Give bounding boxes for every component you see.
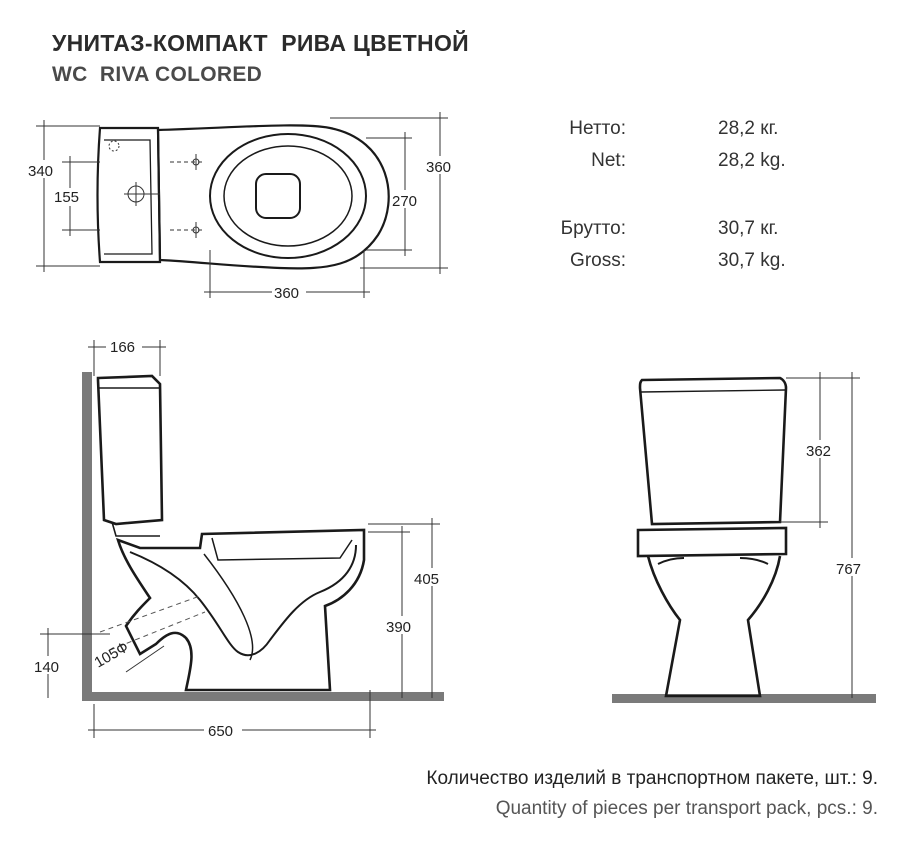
dim-360-right: 360 [426,159,452,176]
dim-105-diameter: 105Ф [91,638,132,672]
qty-ru: Количество изделий в транспортном пакете, шт.: 9. [426,768,878,789]
dim-362: 362 [806,443,832,460]
title-ru: УНИТАЗ-КОМПАКТ РИВА ЦВЕТНОЙ [52,30,469,56]
dim-166: 166 [110,339,136,356]
side-tank [98,376,162,524]
weight-value: 28,2 kg. [718,150,786,171]
weight-value: 30,7 кг. [718,218,779,239]
dim-390: 390 [386,619,412,636]
top-tank-inner [104,140,152,254]
weight-value: 30,7 kg. [718,250,786,271]
weight-label: Брутто: [560,218,626,239]
top-view [98,125,389,268]
front-view [638,378,786,696]
dim-270: 270 [392,193,418,210]
weight-label: Gross: [570,250,626,271]
front-dimensions [780,372,860,698]
weight-label: Net: [591,150,626,171]
front-tank [640,378,786,524]
top-seat-inner [224,146,352,246]
weight-value: 28,2 кг. [718,118,779,139]
qty-en: Quantity of pieces per transport pack, pcs.: 9. [495,798,878,819]
weight-label: Нетто: [569,118,626,139]
dim-767: 767 [836,561,862,578]
dim-405: 405 [414,571,440,588]
dim-360-bottom: 360 [274,285,300,302]
title-en: WC RIVA COLORED [52,63,263,86]
top-bowl-opening [256,174,300,218]
top-view-details [109,141,205,238]
side-view [98,376,364,690]
dim-155: 155 [54,189,80,206]
dim-340: 340 [28,163,54,180]
flush-button-icon [109,141,119,151]
front-bowl [648,556,780,696]
front-seat [638,528,786,556]
dim-650: 650 [208,723,234,740]
top-seat [210,134,366,258]
dim-140: 140 [34,659,60,676]
